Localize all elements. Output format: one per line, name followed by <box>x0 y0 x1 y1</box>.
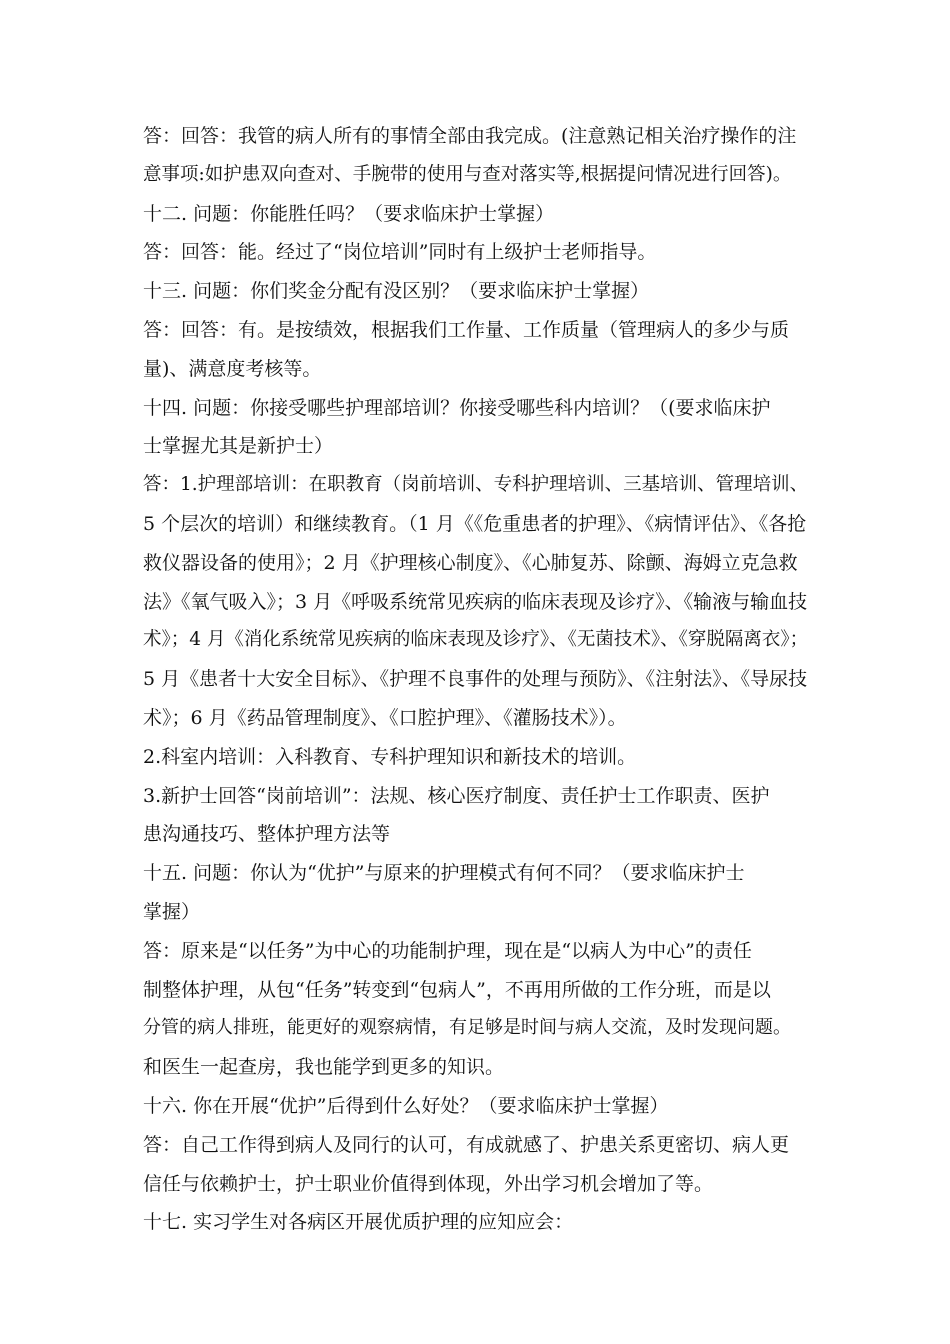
text-line: 答：回答：能。经过了“岗位培训”同时有上级护士老师指导。 <box>143 241 657 263</box>
text-line: 答：原来是“以任务”为中心的功能制护理，现在是“以病人为中心”的责任 <box>143 940 752 962</box>
text-line: 5 月《患者十大安全目标》、《护理不良事件的处理与预防》、《注射法》、《导尿技 <box>143 668 808 690</box>
text-line: 十六. 你在开展“优护”后得到什么好处？（要求临床护士掌握） <box>143 1095 669 1117</box>
text-line: 掌握） <box>143 901 201 923</box>
text-line: 救仪器设备的使用》；2 月《护理核心制度》、《心肺复苏、除颤、海姆立克急救 <box>143 552 798 574</box>
text-line: 士掌握尤其是新护士） <box>143 435 334 457</box>
text-line: 5 个层次的培训）和继续教育。（1 月《《危重患者的护理》、《病情评估》、《各抢 <box>143 513 807 535</box>
text-line: 十四. 问题：你接受哪些护理部培训？你接受哪些科内培训？（(要求临床护 <box>143 397 771 419</box>
text-line: 答：回答：有。是按绩效，根据我们工作量、工作质量（管理病人的多少与质 <box>143 319 790 341</box>
text-line: 分管的病人排班，能更好的观察病情，有足够是时间与病人交流，及时发现问题。 <box>143 1017 791 1038</box>
text-line: 2.科室内培训：入科教育、专科护理知识和新技术的培训。 <box>143 746 637 768</box>
text-line: 制整体护理，从包“任务”转变到“包病人”，不再用所做的工作分班，而是以 <box>143 979 771 1001</box>
text-line: 十三. 问题：你们奖金分配有没区别？（要求临床护士掌握） <box>143 280 650 302</box>
text-line: 患沟通技巧、整体护理方法等 <box>143 823 391 845</box>
text-line: 答：回答：我管的病人所有的事情全部由我完成。(注意熟记相关治疗操作的注 <box>143 125 797 147</box>
text-line: 和医生一起查房，我也能学到更多的知识。 <box>143 1056 505 1078</box>
text-line: 答：1.护理部培训：在职教育（岗前培训、专科护理培训、三基培训、管理培训、 <box>143 474 809 495</box>
text-line: 答：自己工作得到病人及同行的认可，有成就感了、护患关系更密切、病人更 <box>143 1134 790 1156</box>
text-line: 3.新护士回答“岗前培训”：法规、核心医疗制度、责任护士工作职责、医护 <box>143 785 770 807</box>
text-line: 法》《氧气吸入》；3 月《呼吸系统常见疾病的临床表现及诊疗》、《输液与输血技 <box>143 591 808 613</box>
text-line: 信任与依赖护士，护士职业价值得到体现，外出学习机会增加了等。 <box>143 1173 714 1195</box>
text-line: 十七. 实习学生对各病区开展优质护理的应知应会： <box>143 1211 574 1233</box>
text-line: 十二. 问题：你能胜任吗？（要求临床护士掌握） <box>143 203 555 225</box>
text-line: 意事项:如护患双向查对、手腕带的使用与查对落实等,根据提问情况进行回答)。 <box>143 164 792 185</box>
text-line: 术》；4 月《消化系统常见疾病的临床表现及诊疗》、《无菌技术》、《穿脱隔离衣》； <box>143 629 809 650</box>
text-line: 十五. 问题：你认为“优护”与原来的护理模式有何不同？（要求临床护士 <box>143 862 745 884</box>
text-line: 术》；6 月《药品管理制度》、《口腔护理》、《灌肠技术》）。 <box>143 707 627 729</box>
text-line: 量)、满意度考核等。 <box>143 358 322 380</box>
